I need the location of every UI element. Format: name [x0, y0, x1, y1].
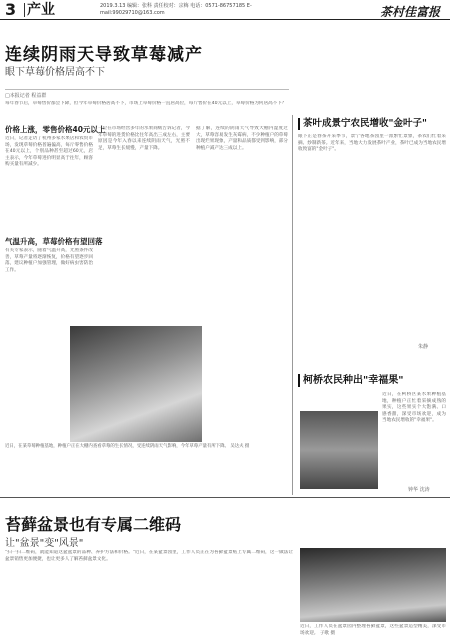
bottom-subheadline: 让"盆景"变"风景": [5, 538, 84, 549]
bottom-photo-caption: 近日，工作人员在盆景园内整理苔藓盆景，这些盆景造型精美，深受市场欢迎。 子歌 摄: [300, 624, 446, 636]
right-article1-body: 眼下正是春茶开采季节，景宁各地茶园里一派繁忙景象，茶农们忙着采摘、炒制新茶。近年来，当地大力发展茶叶产业，茶叶已成为当地农民增收致富的"金叶子"。: [298, 134, 446, 152]
right-article1-author: 朱静: [418, 344, 429, 350]
heading-bar: [298, 118, 300, 130]
main-col3-text: 据了解，连续的阴雨天气导致大棚内湿度过大，草莓容易发生灰霉病，不少种植户的草莓出现烂果现象，产量和品质都受到影响，部分种植户减产达三成以上。: [196, 126, 288, 151]
header-meta: 2019.3.13 编辑：张科 责任校对：宗梅 电话：0571-86757185 E-mail:99029710@163.com: [100, 3, 252, 16]
masthead-logo: 茶村佳富报: [379, 5, 440, 19]
strawberry-photo: [70, 326, 202, 442]
bottom-body-text: "扫一扫二维码，就能知道这盆盆景的品种、养护方法和价格。"近日，在某盆景园里，工作人员正在为苔藓盆景贴上专属二维码，这一做法让盆景销售更加便捷，也让更多人了解苔藓盆景文化。: [5, 550, 293, 562]
right-article2-author: 钟华 沈涛: [408, 487, 430, 493]
fruit-farmer-photo: [300, 411, 378, 489]
heading-bar: [298, 374, 300, 387]
bottom-headline: 苔藓盆景也有专属二维码: [5, 515, 182, 534]
photo-caption: 近日，在某草莓种植基地，种植户正在大棚内查看草莓的生长情况，受连续阴雨天气影响，今年草莓产量有所下降。 吴达夫 摄: [5, 444, 250, 449]
main-subheadline: 眼下草莓价格居高不下: [5, 67, 105, 78]
main-headline: 连续阴雨天导致草莓减产: [5, 45, 203, 65]
main-lead: 每年春节后，草莓售价都会下降，但今年草莓价格居高不下，市场上草莓价格一直居高位，每斤售价在40元以上，草莓价格为何居高不下？: [5, 101, 287, 106]
column-divider: [292, 115, 293, 495]
right-article2-body: 近日，在柯桥区某水果种植基地，种植户正忙着采摘成熟的果实，这些果实个大饱满、口感香甜，深受市场欢迎，成为当地农民增收的"幸福果"。: [382, 392, 446, 423]
section-heading-weather: 气温升高，草莓价格有望回落: [5, 237, 103, 246]
main-col1-lower-text: [5, 326, 67, 442]
bonsai-photo: [300, 548, 446, 622]
main-col3-lower-text: [206, 326, 288, 442]
main-col1-text: 近日，记者走访了杭州多家水果店和农贸市场，发现草莓价格普遍偏高，每斤零售价格在40元以上，个别品种甚至超过60元，店主表示，今年草莓进价明显高于往年，顾客购买量有所减少。: [5, 136, 93, 167]
section-heading-price: 价格上涨，零售价格40元以上: [5, 125, 106, 134]
main-sec2-text: 有关专家表示，随着气温升高，光照条件改善，草莓产量将逐渐恢复，价格有望逐步回落，建议种植户加强管理，做好病虫害防治工作。: [5, 248, 93, 273]
section-title: 产业: [27, 2, 55, 18]
page-number: 3: [5, 0, 17, 19]
section-divider: [0, 497, 450, 498]
main-byline: □本报记者 程益群: [5, 89, 289, 99]
right-article2-title: 柯桥农民种出"幸福果": [303, 375, 404, 386]
right-article1-title: 茶叶成景宁农民增收"金叶子": [303, 118, 427, 129]
main-col2-text: 一位在市场经营多年的水果商贩告诉记者，今年草莓的进货价格比往年高出三成左右，主要原因是今年入春以来连续阴雨天气，光照不足，草莓生长缓慢，产量下降。: [98, 126, 190, 151]
header-divider: [24, 3, 25, 17]
